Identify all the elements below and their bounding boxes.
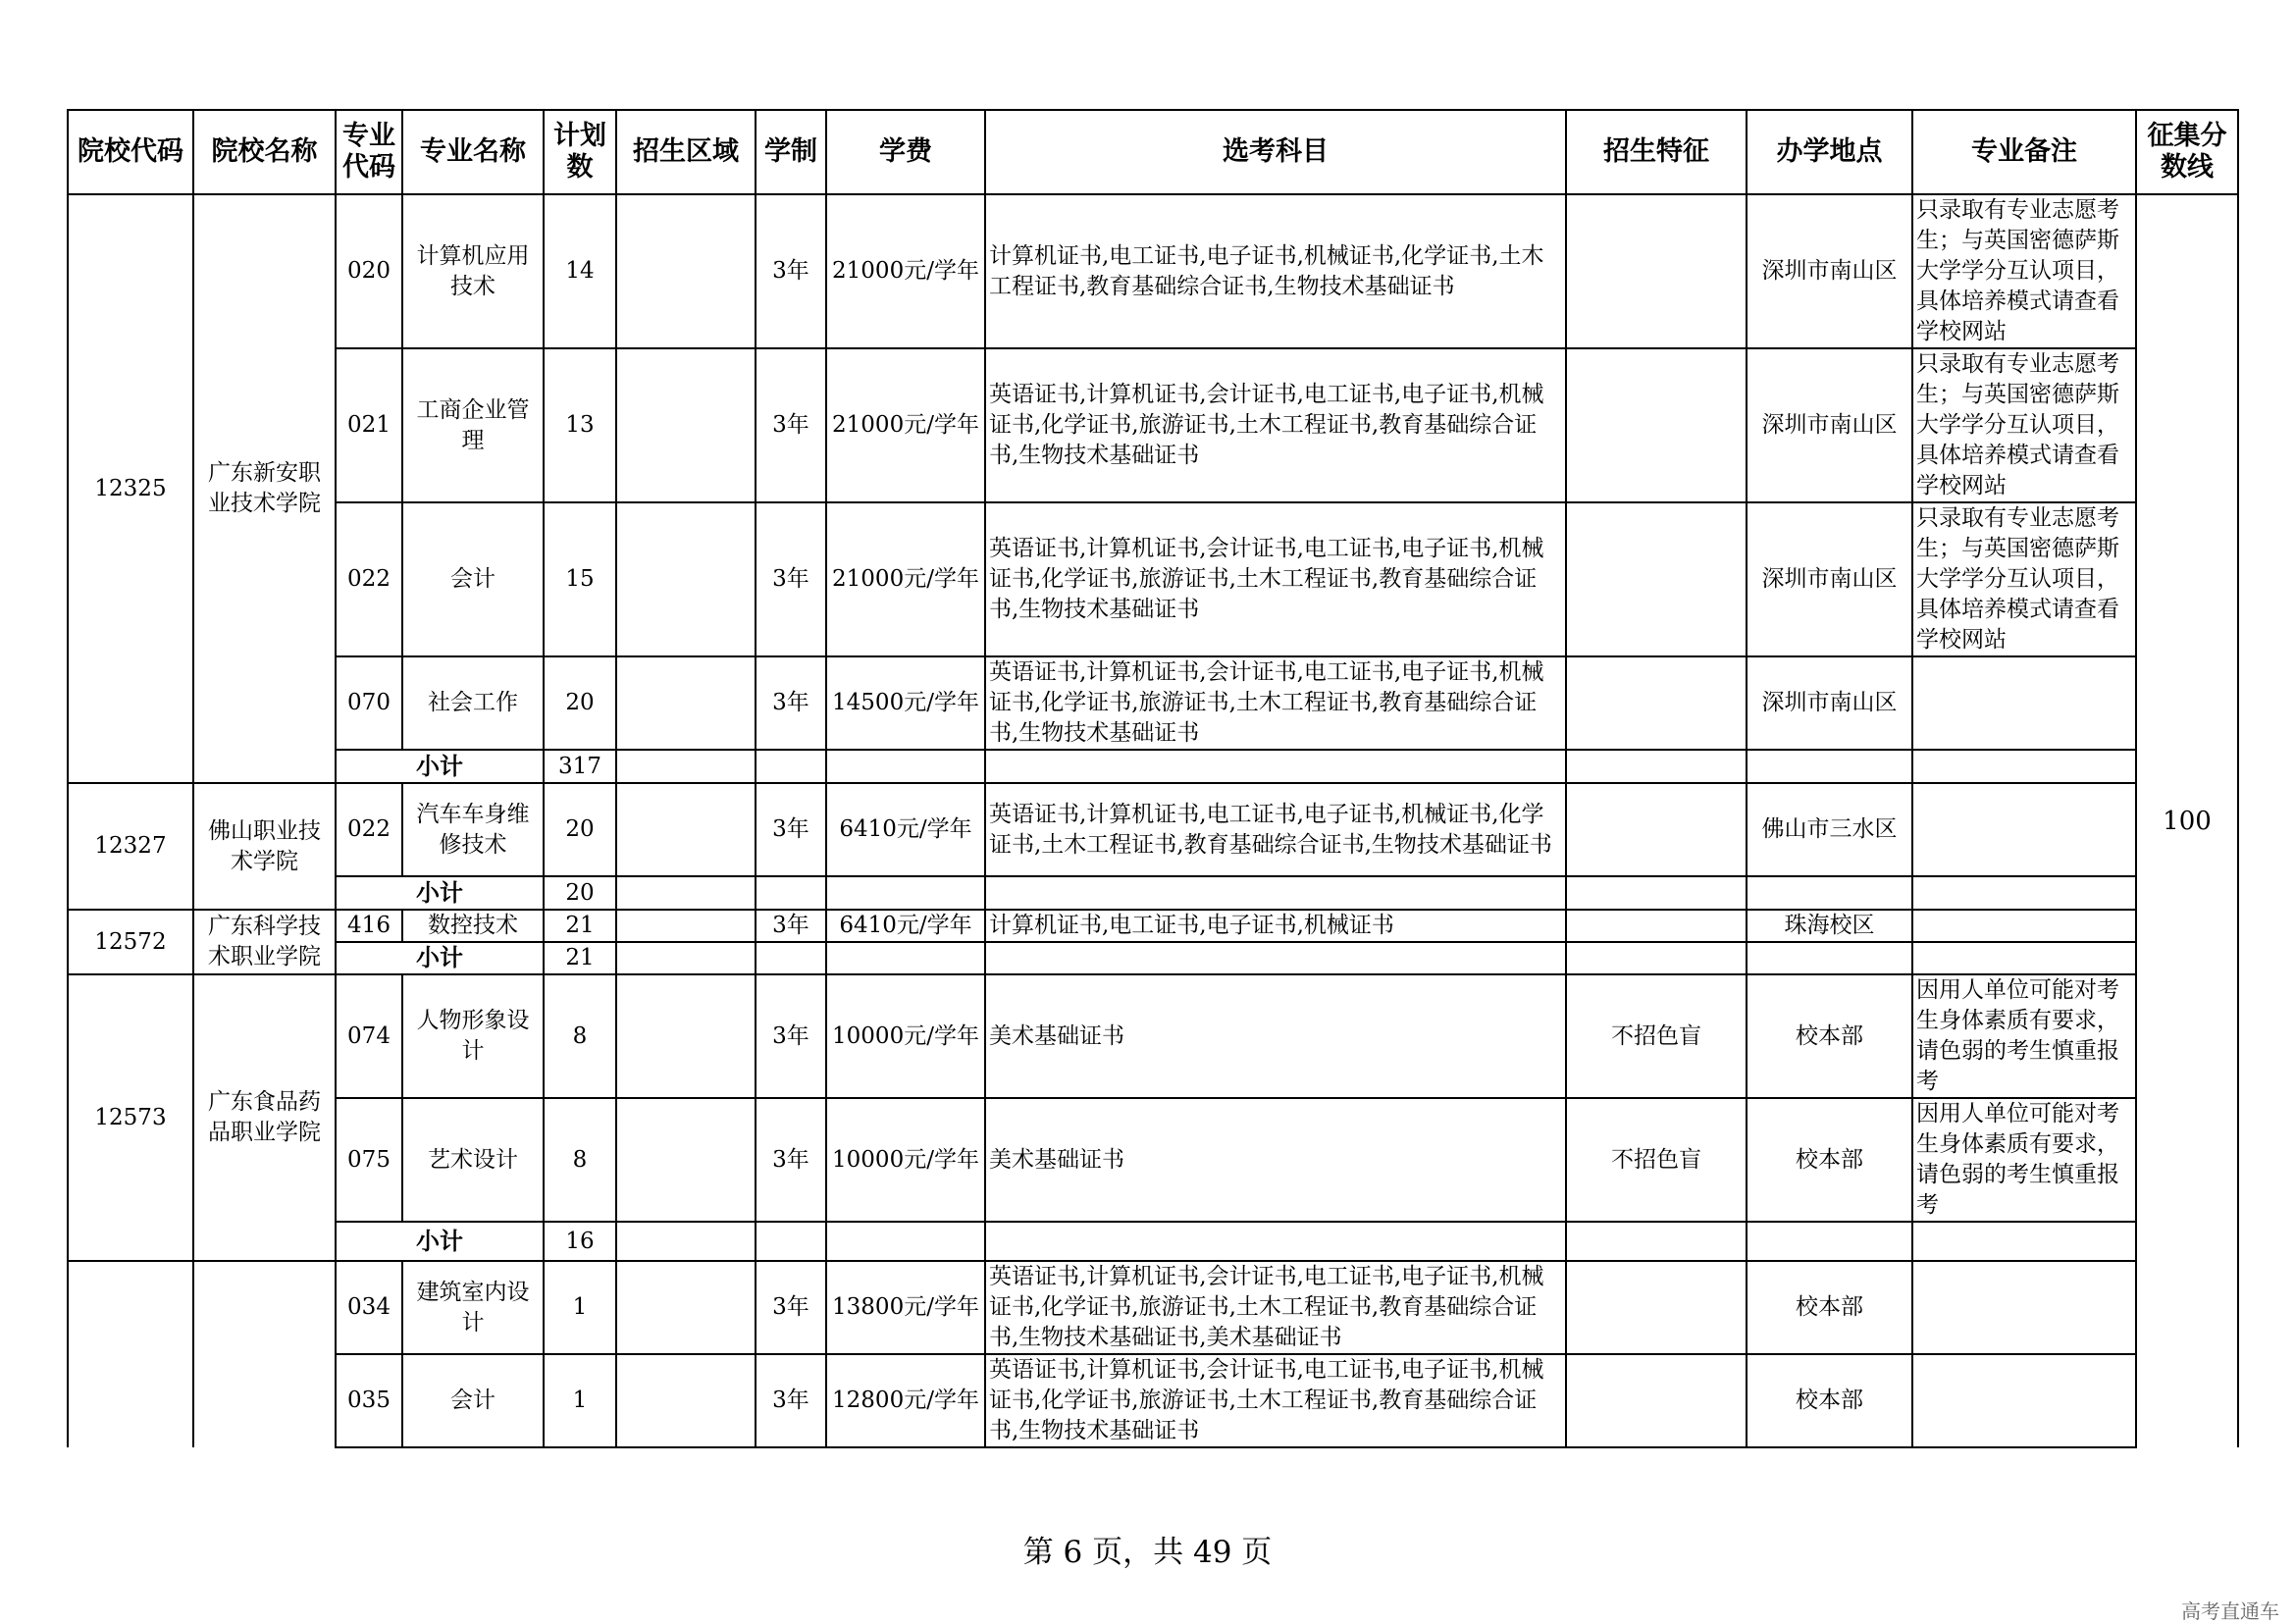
- empty-cell: [616, 1222, 756, 1261]
- tuition: 21000元/学年: [826, 194, 985, 348]
- empty-cell: [616, 876, 756, 910]
- subtotal-value: 317: [544, 750, 616, 783]
- table-row: [68, 783, 2238, 876]
- region: [616, 910, 756, 942]
- plan-count: 20: [544, 656, 616, 750]
- page-footer: 第 6 页，共 49 页: [1022, 1535, 1273, 1570]
- feature: 不招色盲: [1566, 1098, 1747, 1222]
- table-row: [68, 656, 2238, 750]
- subjects: 英语证书,计算机证书,会计证书,电工证书,电子证书,机械证书,化学证书,旅游证书,土木工程证书,教育基础综合证书,生物技术基础证书: [985, 1354, 1566, 1447]
- region: [616, 348, 756, 502]
- major-note: 只录取有专业志愿考生；与英国密德萨斯大学学分互认项目，具体培养模式请查看学校网站: [1912, 348, 2136, 502]
- plan-count: 15: [544, 502, 616, 656]
- major-note: [1912, 656, 2136, 750]
- region: [616, 656, 756, 750]
- region: [616, 1261, 756, 1354]
- table-header-row: [68, 110, 2238, 194]
- major-note: 只录取有专业志愿考生；与英国密德萨斯大学学分互认项目，具体培养模式请查看学校网站: [1912, 502, 2136, 656]
- major-name: 社会工作: [402, 656, 544, 750]
- major-note: [1912, 1261, 2136, 1354]
- school-code: 12325: [68, 194, 193, 783]
- subtotal-value: 16: [544, 1222, 616, 1261]
- tuition: 12800元/学年: [826, 1354, 985, 1447]
- plan-count: 1: [544, 1261, 616, 1354]
- subjects: 英语证书,计算机证书,会计证书,电工证书,电子证书,机械证书,化学证书,旅游证书,土木工程证书,教育基础综合证书,生物技术基础证书,美术基础证书: [985, 1261, 1566, 1354]
- subtotal-value: 20: [544, 876, 616, 910]
- plan-count: 20: [544, 783, 616, 876]
- region: [616, 1354, 756, 1447]
- school-name: 广东科学技术职业学院: [193, 910, 336, 974]
- subjects: 英语证书,计算机证书,电工证书,电子证书,机械证书,化学证书,土木工程证书,教育基础综合证书,生物技术基础证书: [985, 783, 1566, 876]
- tuition: 10000元/学年: [826, 1098, 985, 1222]
- major-code: 074: [336, 974, 402, 1098]
- plan-count: 14: [544, 194, 616, 348]
- header-feature: 招生特征: [1566, 110, 1747, 194]
- major-note: [1912, 783, 2136, 876]
- major-name: 人物形象设计: [402, 974, 544, 1098]
- major-name: 计算机应用技术: [402, 194, 544, 348]
- school-code: 12572: [68, 910, 193, 974]
- subtotal-row: [68, 750, 2238, 783]
- tuition: 21000元/学年: [826, 502, 985, 656]
- major-code: 020: [336, 194, 402, 348]
- header-subjects: 选考科目: [985, 110, 1566, 194]
- school-name: 广东食品药品职业学院: [193, 974, 336, 1261]
- major-name: 汽车车身维修技术: [402, 783, 544, 876]
- major-code: 034: [336, 1261, 402, 1354]
- empty-cell: [1912, 942, 2136, 974]
- feature: [1566, 348, 1747, 502]
- empty-cell: [826, 942, 985, 974]
- empty-cell: [756, 1222, 826, 1261]
- major-code: 035: [336, 1354, 402, 1447]
- subtotal-row: [68, 1222, 2238, 1261]
- empty-cell: [756, 876, 826, 910]
- subjects: 美术基础证书: [985, 1098, 1566, 1222]
- empty-cell: [985, 1222, 1566, 1261]
- header-plan: 计划数: [544, 110, 616, 194]
- location: 深圳市南山区: [1747, 502, 1912, 656]
- header-tuition: 学费: [826, 110, 985, 194]
- major-note: [1912, 910, 2136, 942]
- location: 深圳市南山区: [1747, 656, 1912, 750]
- major-code: 070: [336, 656, 402, 750]
- empty-cell: [985, 750, 1566, 783]
- region: [616, 194, 756, 348]
- school-name: [193, 1261, 336, 1447]
- school-code: 12573: [68, 974, 193, 1261]
- duration: 3年: [756, 194, 826, 348]
- major-note: 只录取有专业志愿考生；与英国密德萨斯大学学分互认项目，具体培养模式请查看学校网站: [1912, 194, 2136, 348]
- duration: 3年: [756, 1098, 826, 1222]
- empty-cell: [1747, 942, 1912, 974]
- empty-cell: [616, 942, 756, 974]
- plan-count: 1: [544, 1354, 616, 1447]
- plan-count: 8: [544, 1098, 616, 1222]
- plan-count: 13: [544, 348, 616, 502]
- location: 校本部: [1747, 1261, 1912, 1354]
- table-body: [68, 194, 2238, 1447]
- plan-count: 21: [544, 910, 616, 942]
- major-code: 022: [336, 783, 402, 876]
- subtotal-label: 小计: [336, 942, 544, 974]
- school-code: [68, 1261, 193, 1447]
- duration: 3年: [756, 910, 826, 942]
- subtotal-label: 小计: [336, 750, 544, 783]
- admission-plan-table: [67, 109, 2239, 1448]
- location: 深圳市南山区: [1747, 194, 1912, 348]
- feature: [1566, 1354, 1747, 1447]
- table-row: [68, 194, 2238, 348]
- header-duration: 学制: [756, 110, 826, 194]
- plan-count: 8: [544, 974, 616, 1098]
- region: [616, 783, 756, 876]
- header-major-name: 专业名称: [402, 110, 544, 194]
- subjects: 计算机证书,电工证书,电子证书,机械证书,化学证书,土木工程证书,教育基础综合证书,生物技术基础证书: [985, 194, 1566, 348]
- watermark: 高考直通车: [2181, 1599, 2279, 1623]
- header-school-code: 院校代码: [68, 110, 193, 194]
- empty-cell: [1747, 876, 1912, 910]
- location: 校本部: [1747, 974, 1912, 1098]
- duration: 3年: [756, 974, 826, 1098]
- location: 校本部: [1747, 1354, 1912, 1447]
- region: [616, 502, 756, 656]
- empty-cell: [1566, 876, 1747, 910]
- major-code: 022: [336, 502, 402, 656]
- location: 校本部: [1747, 1098, 1912, 1222]
- empty-cell: [1566, 1222, 1747, 1261]
- empty-cell: [1912, 876, 2136, 910]
- feature: 不招色盲: [1566, 974, 1747, 1098]
- duration: 3年: [756, 1354, 826, 1447]
- feature: [1566, 910, 1747, 942]
- major-note: [1912, 1354, 2136, 1447]
- header-note: 专业备注: [1912, 110, 2136, 194]
- empty-cell: [1747, 1222, 1912, 1261]
- table-row: [68, 1261, 2238, 1354]
- feature: [1566, 194, 1747, 348]
- feature: [1566, 656, 1747, 750]
- subjects: 英语证书,计算机证书,会计证书,电工证书,电子证书,机械证书,化学证书,旅游证书,土木工程证书,教育基础综合证书,生物技术基础证书: [985, 348, 1566, 502]
- major-name: 数控技术: [402, 910, 544, 942]
- table-row: [68, 502, 2238, 656]
- major-name: 建筑室内设计: [402, 1261, 544, 1354]
- school-name: 广东新安职业技术学院: [193, 194, 336, 783]
- feature: [1566, 1261, 1747, 1354]
- empty-cell: [756, 750, 826, 783]
- major-code: 075: [336, 1098, 402, 1222]
- empty-cell: [985, 876, 1566, 910]
- major-note: 因用人单位可能对考生身体素质有要求，请色弱的考生慎重报考: [1912, 974, 2136, 1098]
- subtotal-label: 小计: [336, 876, 544, 910]
- tuition: 21000元/学年: [826, 348, 985, 502]
- region: [616, 1098, 756, 1222]
- tuition: 6410元/学年: [826, 783, 985, 876]
- empty-cell: [1747, 750, 1912, 783]
- tuition: 14500元/学年: [826, 656, 985, 750]
- location: 佛山市三水区: [1747, 783, 1912, 876]
- major-code: 416: [336, 910, 402, 942]
- table-row: [68, 348, 2238, 502]
- subtotal-label: 小计: [336, 1222, 544, 1261]
- subtotal-row: [68, 942, 2238, 974]
- empty-cell: [616, 750, 756, 783]
- empty-cell: [1912, 1222, 2136, 1261]
- tuition: 10000元/学年: [826, 974, 985, 1098]
- duration: 3年: [756, 502, 826, 656]
- table-row: [68, 1098, 2238, 1222]
- header-location: 办学地点: [1747, 110, 1912, 194]
- table-row: [68, 1354, 2238, 1447]
- major-note: 因用人单位可能对考生身体素质有要求，请色弱的考生慎重报考: [1912, 1098, 2136, 1222]
- major-name: 会计: [402, 502, 544, 656]
- subtotal-value: 21: [544, 942, 616, 974]
- empty-cell: [1912, 750, 2136, 783]
- table-row: [68, 974, 2238, 1098]
- empty-cell: [826, 876, 985, 910]
- major-name: 工商企业管理: [402, 348, 544, 502]
- feature: [1566, 502, 1747, 656]
- empty-cell: [826, 750, 985, 783]
- header-region: 招生区域: [616, 110, 756, 194]
- tuition: 6410元/学年: [826, 910, 985, 942]
- school-code: 12327: [68, 783, 193, 910]
- duration: 3年: [756, 783, 826, 876]
- empty-cell: [985, 942, 1566, 974]
- cutoff-score: 100: [2136, 194, 2238, 1447]
- subjects: 计算机证书,电工证书,电子证书,机械证书: [985, 910, 1566, 942]
- subjects: 美术基础证书: [985, 974, 1566, 1098]
- subjects: 英语证书,计算机证书,会计证书,电工证书,电子证书,机械证书,化学证书,旅游证书,土木工程证书,教育基础综合证书,生物技术基础证书: [985, 502, 1566, 656]
- location: 深圳市南山区: [1747, 348, 1912, 502]
- duration: 3年: [756, 348, 826, 502]
- region: [616, 974, 756, 1098]
- empty-cell: [826, 1222, 985, 1261]
- header-school-name: 院校名称: [193, 110, 336, 194]
- subtotal-row: [68, 876, 2238, 910]
- duration: 3年: [756, 656, 826, 750]
- table-row: [68, 910, 2238, 942]
- empty-cell: [756, 942, 826, 974]
- major-name: 会计: [402, 1354, 544, 1447]
- location: 珠海校区: [1747, 910, 1912, 942]
- tuition: 13800元/学年: [826, 1261, 985, 1354]
- major-name: 艺术设计: [402, 1098, 544, 1222]
- feature: [1566, 783, 1747, 876]
- header-cutoff: 征集分数线: [2136, 110, 2238, 194]
- subjects: 英语证书,计算机证书,会计证书,电工证书,电子证书,机械证书,化学证书,旅游证书,土木工程证书,教育基础综合证书,生物技术基础证书: [985, 656, 1566, 750]
- empty-cell: [1566, 750, 1747, 783]
- empty-cell: [1566, 942, 1747, 974]
- school-name: 佛山职业技术学院: [193, 783, 336, 910]
- header-major-code: 专业代码: [336, 110, 402, 194]
- major-code: 021: [336, 348, 402, 502]
- duration: 3年: [756, 1261, 826, 1354]
